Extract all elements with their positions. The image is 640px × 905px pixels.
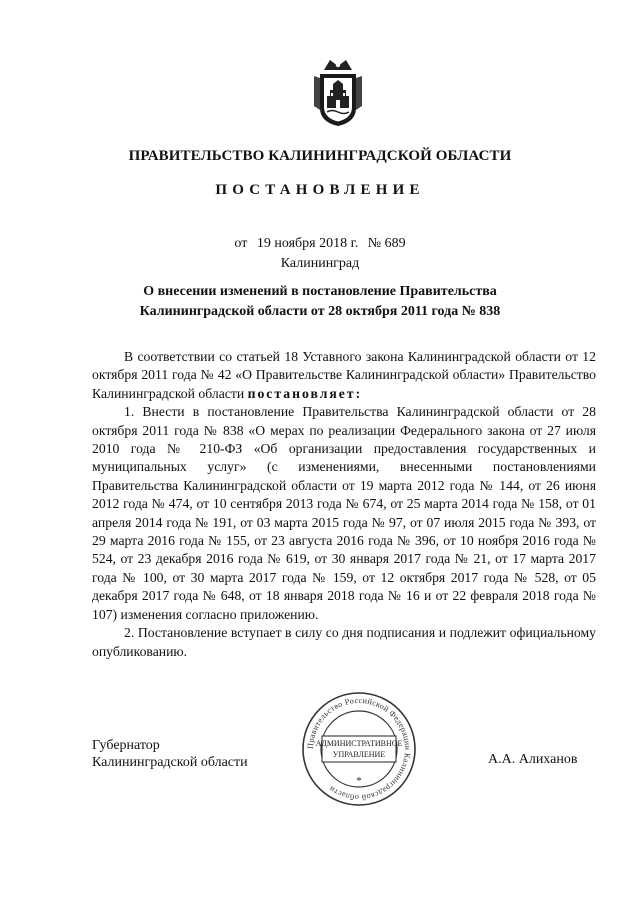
subject-line-2: Калининградской области от 28 октября 2011 года № 838 xyxy=(139,304,501,319)
preamble-paragraph xyxy=(92,348,596,403)
document-type: ПОСТАНОВЛЕНИЕ xyxy=(215,182,425,198)
date-prefix: от xyxy=(234,236,248,251)
signatory-position xyxy=(92,737,248,771)
document-subject xyxy=(0,282,640,322)
seal-center-line-1: АДМИНИСТРАТИВНОЕ xyxy=(315,739,403,748)
seal-ring-text: Правительство Российской Федерации Калининградской области xyxy=(305,695,413,803)
date-line xyxy=(0,236,640,252)
seal-star: * xyxy=(356,775,362,787)
government-name: ПРАВИТЕЛЬСТВО КАЛИНИНГРАДСКОЙ ОБЛАСТИ xyxy=(128,148,512,164)
item-2-paragraph: 2. Постановление вступает в силу со дня подписания и подлежит официальному опубликованию. xyxy=(92,625,596,659)
document-number: № 689 xyxy=(367,236,406,251)
position-line-1: Губернатор xyxy=(92,738,160,753)
official-seal xyxy=(300,690,418,808)
coat-of-arms-icon xyxy=(310,56,366,128)
subject-line-1: О внесении изменений в постановление Правительства xyxy=(143,284,497,299)
item-1-paragraph: 1. Внести в постановление Правительства Калининградской области от 28 октября 2011 года № 838 «О мерах по реализации Федерального закона от 27 июля 2010 года № 210-ФЗ «Об организации предоставления государственных и муниципальных услуг» (с изменениями, внесенными постановлениями Правительства Калининградской области от 19 марта 2012 года № 144, от 26 июня 2012 года № 474, от 10 сентября 2013 года № 674, от 25 марта 2014 года № 158, от 01 апреля 2014 года № 191, от 03 марта 2015 года № 97, от 07 июля 2015 года № 393, от 29 марта 2016 года № 155, от 23 августа 2016 года № 396, от 10 ноября 2016 года № 524, от 23 декабря 2016 года № 619, от 30 января 2017 года № 21, от 17 марта 2017 года № 100, от 30 марта 2017 года № 159, от 12 октября 2017 года № 528, от 05 декабря 2017 года № 648, от 18 января 2018 года № 16 и от 22 февраля 2018 года № 107) изменения согласно приложению. xyxy=(92,404,596,622)
preamble-action: постановляет: xyxy=(247,385,363,401)
position-line-2: Калининградской области xyxy=(92,755,248,770)
document-body xyxy=(92,348,596,661)
city: Калининград xyxy=(280,256,360,271)
seal-center-line-2: УПРАВЛЕНИЕ xyxy=(332,750,386,759)
signatory-name: А.А. Алиханов xyxy=(488,752,578,767)
preamble-text: В соответствии со статьей 18 Уставного закона Калининградской области от 12 октября 2011 года № 42 «О Правительстве Калининградской области» Правительство Калининградской области xyxy=(92,349,596,401)
document-date: 19 ноября 2018 г. xyxy=(256,236,359,251)
